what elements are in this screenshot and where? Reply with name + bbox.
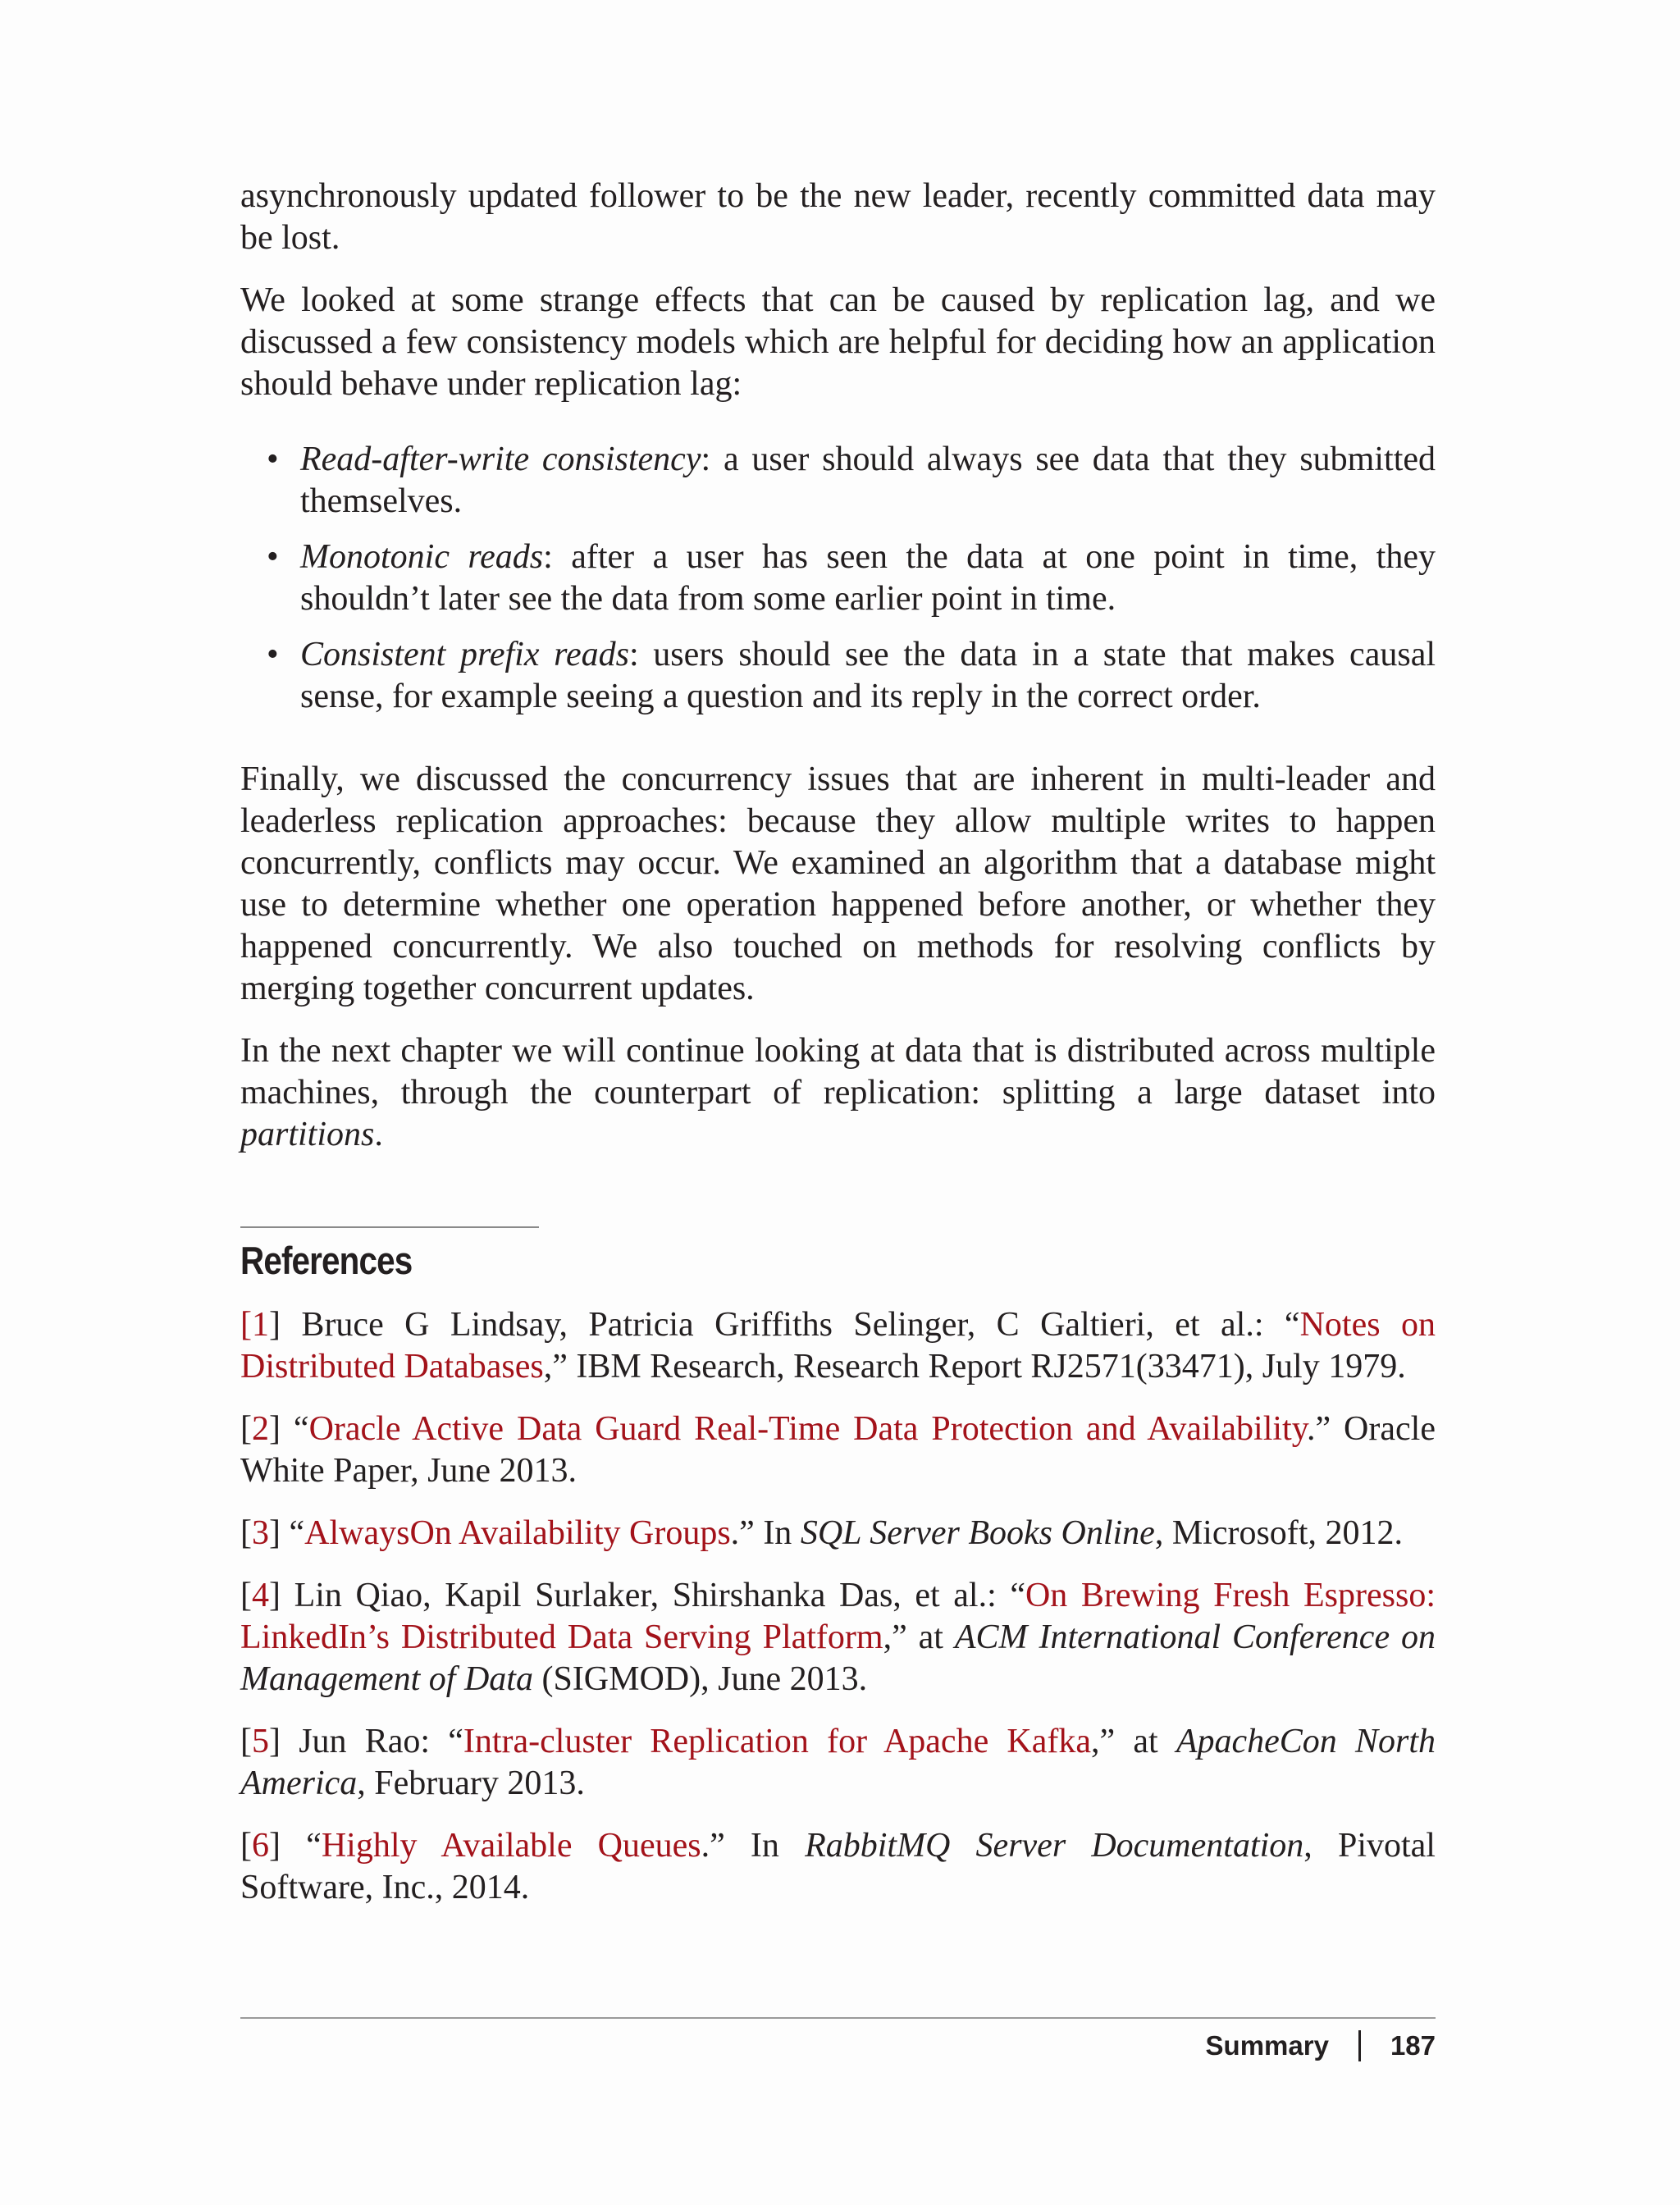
footer-section-title: Summary [1205,2030,1329,2061]
bullet-term: Consistent prefix reads [300,636,629,673]
list-item [240,439,1436,523]
reference-link[interactable]: Highly Available Queues [321,1827,701,1865]
reference-number[interactable]: 1 [252,1306,269,1344]
bullet-icon: • [267,538,279,576]
reference-item-1: [1] Bruce G Lindsay, Patricia Griffiths Selinger, C Galtieri, et al.: “Notes on Distributed Databases,” IBM Research, Research Report RJ2571(33471), July 1979. [240,1306,1436,1386]
reference-item-5: [5] Jun Rao: “Intra-cluster Replication for Apache Kafka,” at ApacheCon North America, February 2013. [240,1723,1436,1802]
paragraph-3: Finally, we discussed the concurrency issues that are inherent in multi-leader and leaderless replication approaches: because they allow multiple writes to happen concurrently, conflicts may occur. We examined an algorithm that a database might use to determine whether one operation happened before another, or whether they happened concurrently. We also touched on methods for resolving conflicts by merging together concurrent updates. [240,760,1436,1007]
reference-number[interactable]: 3 [252,1514,269,1552]
paragraph-2: We looked at some strange effects that can be caused by replication lag, and we discussed a few consistency models which are helpful for deciding how an application should behave under replication lag: [240,281,1436,403]
consistency-models-list [240,439,1436,718]
partitions-term: partitions [240,1116,375,1153]
reference-item-3: [3] “AlwaysOn Availability Groups.” In SQL Server Books Online, Microsoft, 2012. [240,1514,1403,1552]
footer-divider [240,2017,1436,2019]
references-heading: References [240,1239,413,1282]
reference-link[interactable]: On Brewing Fresh Espresso: LinkedIn’s Distributed Data Serving Platform [240,1577,1436,1656]
bullet-term: Monotonic reads [300,538,544,576]
list-item [240,536,1436,620]
bullet-text: : a user should always see data that they submitted themselves. [300,441,1436,520]
reference-number[interactable]: 5 [252,1723,269,1760]
bullet-term: Read-after-write consistency [300,441,701,478]
section-divider [240,1226,539,1228]
bullet-text: : after a user has seen the data at one point in time, they shouldn’t later see the data from some earlier point in time. [300,538,1436,618]
reference-number[interactable]: 2 [252,1410,269,1448]
reference-item-6: [6] “Highly Available Queues.” In RabbitMQ Server Documentation, Pivotal Software, Inc., 2014. [240,1827,1436,1906]
reference-item-2: [2] “Oracle Active Data Guard Real-Time Data Protection and Availability.” Oracle White Paper, June 2013. [240,1410,1436,1490]
page-content [240,176,1436,1909]
bullet-icon: • [267,636,279,673]
reference-number[interactable]: 6 [252,1827,269,1865]
reference-item-4: [4] Lin Qiao, Kapil Surlaker, Shirshanka Das, et al.: “On Brewing Fresh Espresso: LinkedIn’s Distributed Data Serving Platform,” at ACM International Conference on Management of Data (SIGMOD), June 2013. [240,1577,1436,1698]
reference-link[interactable]: Oracle Active Data Guard Real-Time Data Protection and Availability [308,1410,1307,1448]
reference-link[interactable]: AlwaysOn Availability Groups [304,1514,731,1552]
list-item [240,634,1436,718]
paragraph-1: asynchronously updated follower to be the new leader, recently committed data may be lost. [240,177,1436,257]
bullet-text: : users should see the data in a state that makes causal sense, for example seeing a question and its reply in the correct order. [300,636,1436,715]
reference-link[interactable]: Intra-cluster Replication for Apache Kafka [463,1723,1091,1760]
bullet-icon: • [267,441,279,478]
reference-number[interactable]: 4 [252,1577,269,1614]
reference-link[interactable]: Notes on Distributed Databases [240,1306,1436,1386]
footer-separator [1358,2030,1361,2061]
page-number: 187 [1390,2030,1436,2061]
page-footer [1206,2026,1436,2066]
paragraph-4: In the next chapter we will continue looking at data that is distributed across multiple machines, through the counterpart of replication: splitting a large dataset into partitions. [240,1032,1436,1153]
